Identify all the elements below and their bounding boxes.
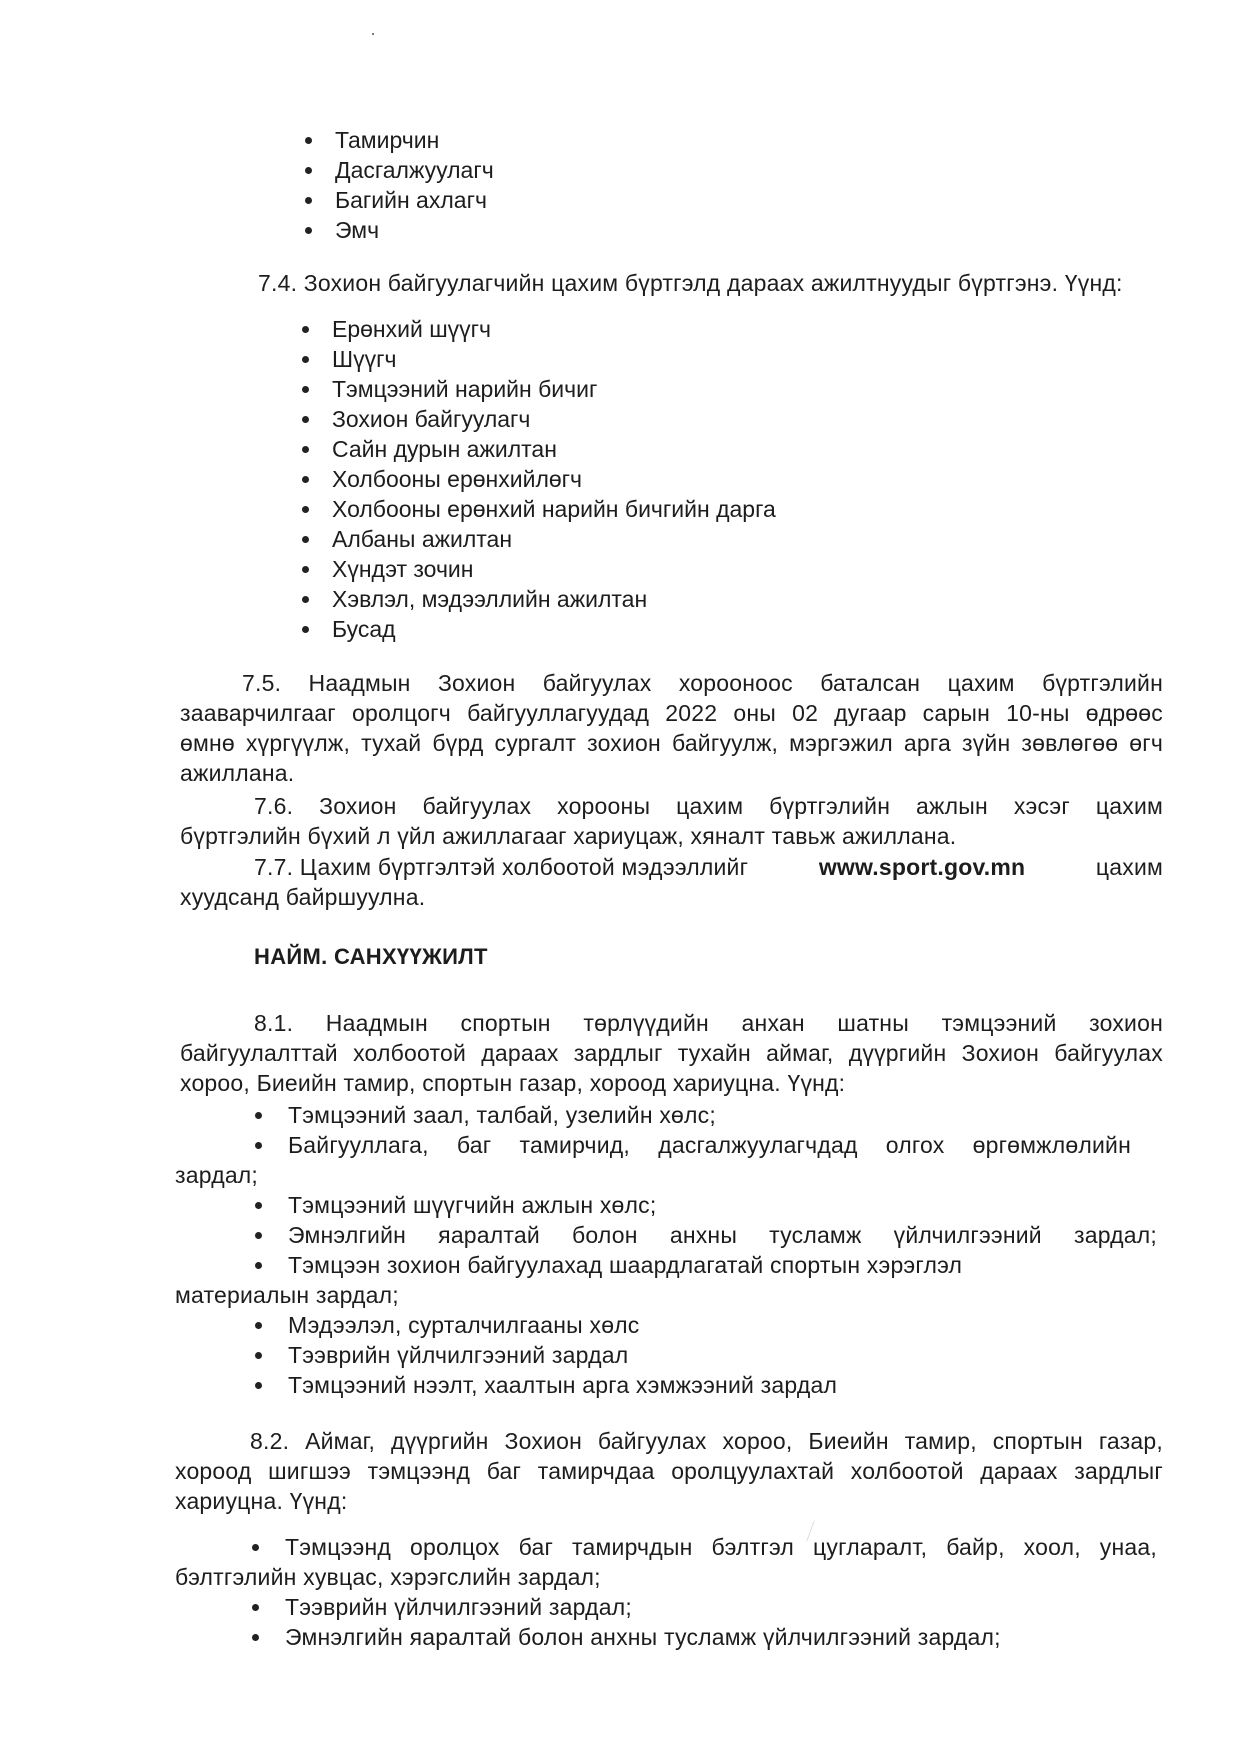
bullet-icon — [302, 596, 309, 603]
bullet-icon — [302, 566, 309, 573]
list-item-text: Холбооны ерөнхийлөгч — [332, 466, 583, 492]
list-item-continuation: зардал; — [175, 1162, 259, 1188]
list-item-text: Хүндэт зочин — [332, 556, 474, 582]
list-item-text: Тамирчин — [335, 127, 440, 153]
section-7-4: 7.4. Зохион байгуулагчийн цахим бүртгэлд дараах ажилтнуудыг бүртгэнэ. Үүнд: — [258, 270, 1123, 296]
bullet-icon — [305, 167, 312, 174]
section-7-5 — [180, 668, 1163, 788]
paragraph-text: 7.7. Цахим бүртгэлтэй холбоотой мэдээллийг — [254, 854, 749, 880]
bullet-list-staff — [302, 314, 902, 644]
list-item-text: Байгууллага, баг тамирчид, дасгалжуулагчдад олгох өргөмжлөлийн — [288, 1132, 1131, 1158]
paragraph-line: байгуулалттай холбоотой дараах зардлыг тухайн аймаг, дүүргийн Зохион байгуулах — [180, 1040, 1163, 1066]
bullet-icon — [255, 1322, 262, 1329]
bullet-icon — [252, 1634, 259, 1641]
list-item — [175, 1340, 1165, 1370]
bullet-icon — [255, 1382, 262, 1389]
list-item-text: Тээврийн үйлчилгээний зардал; — [285, 1594, 632, 1620]
bullet-icon — [302, 386, 309, 393]
list-item-text: Хэвлэл, мэдээллийн ажилтан — [332, 586, 648, 612]
bullet-icon — [252, 1604, 259, 1611]
list-item — [302, 524, 902, 554]
list-item — [175, 1100, 1165, 1130]
section-7-7 — [180, 852, 1163, 912]
bullet-icon — [302, 416, 309, 423]
list-item-text: Тэмцээний нарийн бичиг — [332, 376, 598, 402]
list-item-text: Ерөнхий шүүгч — [332, 316, 492, 342]
section-7-6 — [180, 791, 1163, 851]
list-item — [305, 185, 805, 215]
website-link[interactable]: www.sport.gov.mn — [818, 854, 1026, 880]
bullet-list-expenses — [175, 1100, 1165, 1400]
list-item — [175, 1250, 1165, 1280]
list-item-text: Багийн ахлагч — [335, 187, 487, 213]
list-item-continuation: материалын зардал; — [175, 1282, 399, 1308]
paragraph-line: хуудсанд байршуулна. — [180, 884, 426, 910]
list-item — [175, 1130, 1165, 1160]
paragraph-line: өмнө хүргүүлж, тухай бүрд сургалт зохион байгуулж, мэргэжил арга зүйн зөвлөгөө өгч — [180, 730, 1163, 756]
list-item-text: Тэмцээний шүүгчийн ажлын хөлс; — [288, 1192, 657, 1218]
bullet-icon — [305, 227, 312, 234]
paragraph-line: ажиллана. — [180, 760, 295, 786]
scan-speck — [372, 33, 374, 35]
bullet-icon — [255, 1262, 262, 1269]
list-item — [302, 464, 902, 494]
section-8-1 — [180, 1008, 1163, 1098]
bullet-icon — [302, 446, 309, 453]
paragraph-line: 7.5. Наадмын Зохион байгуулах хорооноос баталсан цахим бүртгэлийн — [242, 670, 1163, 696]
list-item-text: Зохион байгуулагч — [332, 406, 531, 432]
bullet-icon — [305, 197, 312, 204]
bullet-list-participants — [305, 125, 805, 245]
bullet-icon — [255, 1202, 262, 1209]
list-item — [175, 1310, 1165, 1340]
bullet-icon — [255, 1112, 262, 1119]
list-item-text: Эмч — [335, 217, 380, 243]
paragraph-line: зааварчилгааг оролцогч байгууллагуудад 2022 оны 02 дугаар сарын 10-ны өдрөөс — [180, 700, 1163, 726]
list-item — [175, 1370, 1165, 1400]
list-item — [302, 494, 902, 524]
list-item — [302, 404, 902, 434]
list-item — [302, 314, 902, 344]
list-item-text: Шүүгч — [332, 346, 397, 372]
paragraph-line: хороод шигшээ тэмцээнд баг тамирчдаа оролцуулахтай холбоотой дараах зардлыг — [175, 1458, 1163, 1484]
bullet-icon — [302, 476, 309, 483]
bullet-icon — [302, 356, 309, 363]
list-item-continuation: бэлтгэлийн хувцас, хэрэгслийн зардал; — [175, 1564, 601, 1590]
paragraph-line: хороо, Биеийн тамир, спортын газар, хороод хариуцна. Үүнд: — [180, 1070, 846, 1096]
list-item-text: Тэмцээн зохион байгуулахад шаардлагатай спортын хэрэглэл — [288, 1252, 963, 1278]
list-item — [305, 215, 805, 245]
bullet-icon — [302, 326, 309, 333]
list-item — [302, 434, 902, 464]
paragraph-line: хариуцна. Үүнд: — [175, 1488, 348, 1514]
list-item-text: Бусад — [332, 616, 396, 642]
list-item — [175, 1220, 1165, 1250]
paragraph-line: 8.1. Наадмын спортын төрлүүдийн анхан шатны тэмцээний зохион — [254, 1010, 1163, 1036]
paragraph-line: бүртгэлийн бүхий л үйл ажиллагааг хариуцаж, хяналт тавьж ажиллана. — [180, 823, 957, 849]
bullet-icon — [305, 137, 312, 144]
list-item — [305, 155, 805, 185]
list-item — [175, 1592, 1165, 1622]
list-item-text: Холбооны ерөнхий нарийн бичгийн дарга — [332, 496, 776, 522]
paragraph-line: 8.2. Аймаг, дүүргийн Зохион байгуулах хороо, Биеийн тамир, спортын газар, — [250, 1428, 1163, 1454]
section-heading: НАЙМ. САНХҮҮЖИЛТ — [254, 944, 488, 969]
list-item — [302, 344, 902, 374]
bullet-icon — [255, 1142, 262, 1149]
list-item-text: Тэмцээний нээлт, хаалтын арга хэмжээний зардал — [288, 1372, 838, 1398]
list-item-text: Эмнэлгийн яаралтай болон анхны тусламж үйлчилгээний зардал; — [285, 1624, 1001, 1650]
list-item-text: Дасгалжуулагч — [335, 157, 494, 183]
bullet-list-team-expenses — [175, 1532, 1165, 1652]
list-item — [175, 1532, 1165, 1562]
list-item — [175, 1190, 1165, 1220]
list-item — [302, 614, 902, 644]
bullet-icon — [255, 1232, 262, 1239]
list-item-text: Эмнэлгийн яаралтай болон анхны тусламж үйлчилгээний зардал; — [288, 1222, 1157, 1248]
bullet-icon — [255, 1352, 262, 1359]
paragraph-line — [180, 852, 1163, 882]
list-item-text: Тэмцээний заал, талбай, узелийн хөлс; — [288, 1102, 716, 1128]
list-item-text: Мэдээлэл, сурталчилгааны хөлс — [288, 1312, 640, 1338]
list-item — [175, 1622, 1165, 1652]
list-item — [305, 125, 805, 155]
section-8-2 — [175, 1426, 1163, 1516]
bullet-icon — [302, 626, 309, 633]
bullet-icon — [302, 506, 309, 513]
list-item-text: Тэмцээнд оролцох баг тамирчдын бэлтгэл цугларалт, байр, хоол, унаа, — [285, 1534, 1157, 1560]
list-item — [302, 374, 902, 404]
list-item-text: Албаны ажилтан — [332, 526, 513, 552]
bullet-icon — [252, 1544, 259, 1551]
bullet-icon — [302, 536, 309, 543]
list-item — [302, 554, 902, 584]
list-item — [302, 584, 902, 614]
paragraph-line: 7.6. Зохион байгуулах хорооны цахим бүртгэлийн ажлын хэсэг цахим — [254, 793, 1163, 819]
list-item-text: Сайн дурын ажилтан — [332, 436, 557, 462]
list-item-text: Тээврийн үйлчилгээний зардал — [288, 1342, 629, 1368]
paragraph-text: цахим — [1095, 854, 1163, 880]
